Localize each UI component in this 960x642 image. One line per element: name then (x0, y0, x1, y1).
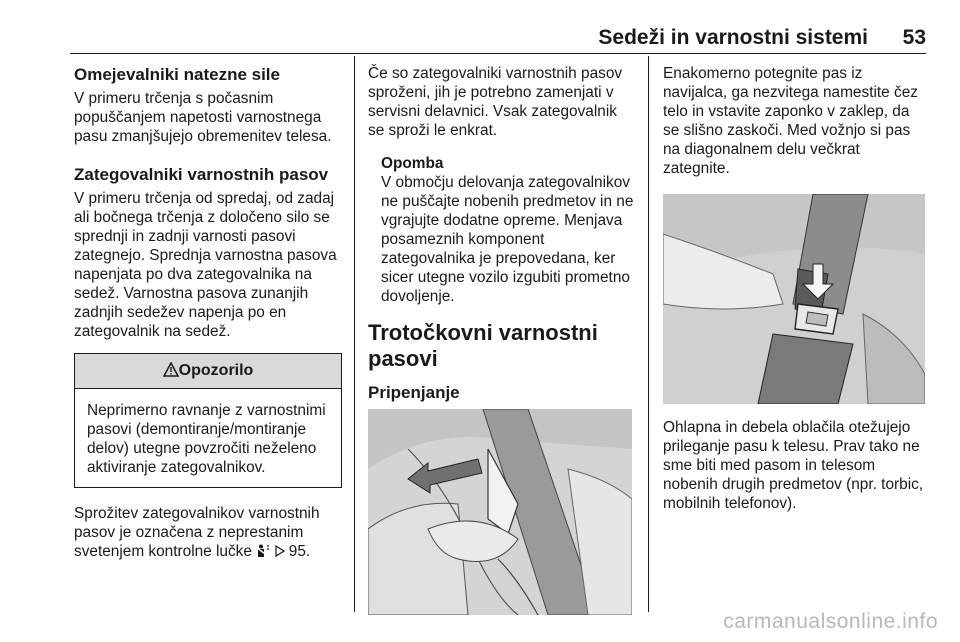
column-divider-2 (648, 56, 649, 612)
page-reference-arrow-icon (275, 545, 285, 557)
heading-pretensioners: Zategovalniki varnostnih pasov (74, 165, 329, 184)
column-2 (368, 64, 634, 615)
seatbelt-warning-lamp-icon (256, 544, 270, 558)
warning-header (75, 354, 341, 389)
heading-force-limiter: Omejevalniki natezne sile (74, 65, 280, 84)
page-reference: 95. (288, 543, 311, 560)
paragraph-force-limiter: V primeru trčenja s počasnim popuščanjem napetosti varnostnega pasu zmanjšujejo obremenitev telesa. (74, 90, 332, 145)
column-divider-1 (354, 56, 355, 612)
note-title: Opomba (381, 155, 444, 172)
paragraph-clothing: Ohlapna in debela oblačila otežujejo prileganje pasu k telesu. Prav tako ne sme biti med pasom in telesom nobenih drugih predmetov (npr. torbic, mobilnih telefonov). (663, 419, 924, 512)
paragraph-pretensioners: V primeru trčenja od spredaj, od zadaj ali bočnega trčenja z določeno silo se sprednji in zadnji varnosti pasovi zategnejo. Sprednja varnostna pasova napenjata po dva zategovalnika na sedež. Varnostna pasova zunanjih zadnjih sedežev napenja po en zategovalnik na sedež. (74, 190, 337, 340)
heading-fastening: Pripenjanje (368, 383, 460, 402)
page-header-title: Sedeži in varnostni sistemi (598, 26, 868, 49)
note-text: V območju delovanja zategovalnikov ne puščajte nobenih predmetov in ne vgrajujte dodatne opreme. Menjava posameznih komponent zategovalnika je prepovedana, ker sicer utegne vozilo izgubiti prometno dovoljenje. (381, 174, 634, 305)
warning-title: Opozorilo (178, 362, 254, 379)
trigger-text: Sprožitev zategovalnikov varnostnih pasov je označena z neprestanim svetenjem kontrolne lučke (74, 505, 320, 560)
header-rule (70, 53, 926, 54)
column-1 (74, 64, 342, 561)
warning-text: Neprimerno ravnanje z varnostnimi pasovi (demontiranje/montiranje delov) utegne povzročiti neželeno aktiviranje zategovalnikov. (87, 402, 326, 476)
fastening-belt-illustration (368, 409, 632, 615)
buckle-latch-illustration (663, 194, 925, 404)
warning-triangle-icon (163, 362, 179, 377)
note-box (381, 154, 634, 306)
column-3 (663, 64, 929, 513)
warning-box (74, 353, 342, 488)
paragraph-trigger (74, 504, 342, 561)
page-number: 53 (902, 26, 926, 49)
watermark: carmanualsonline.info (723, 610, 938, 633)
paragraph-pull-belt: Enakomerno potegnite pas iz navijalca, ga nezvitega namestite čez telo in vstavite zaponko v zaklep, da se slišno zaskoči. Med vožnjo si pas na diagonalnem delu večkrat zategnite. (663, 65, 918, 177)
heading-three-point-belts: Trotočkovni varnostni pasovi (368, 320, 598, 371)
paragraph-service: Če so zategovalniki varnostnih pasov sproženi, jih je potrebno zamenjati v servisni delavnici. Vsak zategovalnik se sproži le enkrat. (368, 65, 623, 139)
